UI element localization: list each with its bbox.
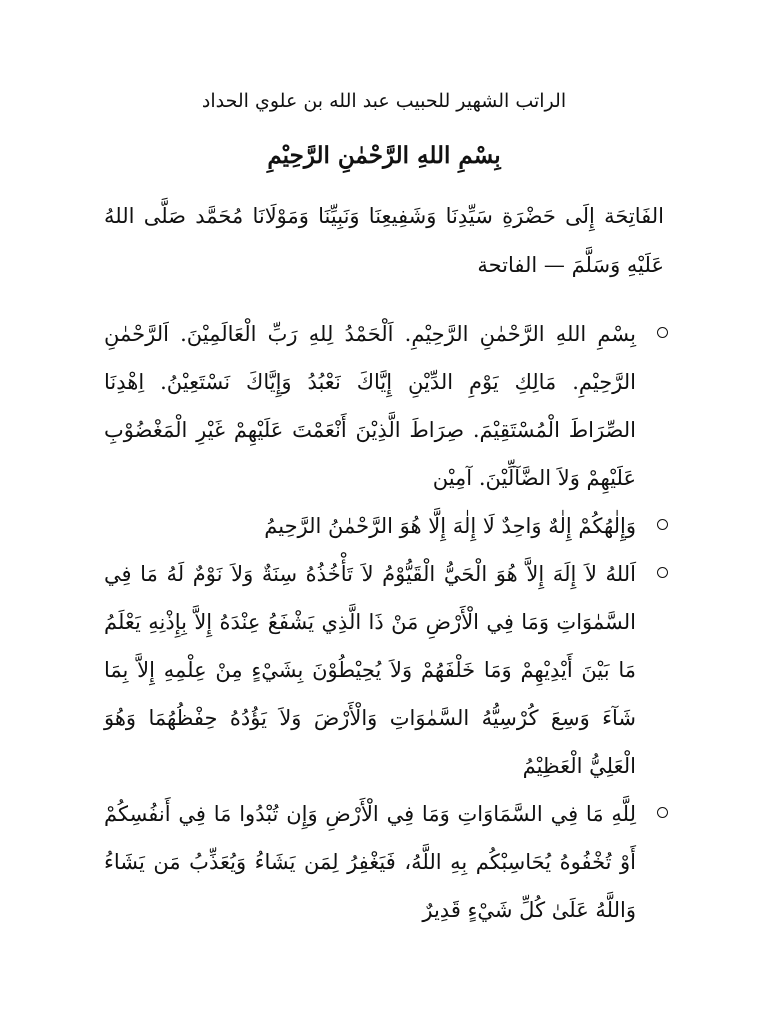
recitation-list	[104, 310, 664, 934]
intro-paragraph: الفَاتِحَة إِلَى حَضْرَةِ سَيِّدِنَا وَشَفِيعِنَا وَنَبِيِّنَا وَمَوْلَانَا مُحَمَّد صَلَّى اللهُ عَلَيْهِ وَسَلَّمَ — الفاتحة	[104, 204, 664, 277]
list-item-text: وَإِلٰهُكُمْ إِلٰهٌ وَاحِدٌ لَا إِلٰهَ إِلَّا هُوَ الرَّحْمٰنُ الرَّحِيمُ	[264, 514, 636, 538]
circle-bullet-icon	[657, 807, 668, 818]
basmala-heading: بِسْمِ اللهِ الرَّحْمٰنِ الرَّحِيْمِ	[267, 142, 501, 169]
circle-bullet-icon	[657, 519, 668, 530]
circle-bullet-icon	[657, 567, 668, 578]
list-item	[104, 310, 636, 502]
list-item	[104, 550, 636, 790]
list-item-text: لِلَّهِ مَا فِي السَّمَاوَاتِ وَمَا فِي الْأَرْضِ وَإِن تُبْدُوا مَا فِي أَنفُسِكُمْ أَوْ تُخْفُوهُ يُحَاسِبْكُم بِهِ اللَّهُ، فَيَغْفِرُ لِمَن يَشَاءُ وَيُعَذِّبُ مَن يَشَاءُ وَاللَّهُ عَلَىٰ كُلِّ شَيْءٍ قَدِيرٌ	[104, 802, 636, 922]
list-item-text: اَللهُ لاَ إِلَهَ إِلاَّ هُوَ الْحَيُّ الْقَيُّوْمُ لاَ تَأْخُذُهُ سِنَةٌ وَلاَ نَوْمٌ لَهُ مَا فِي السَّمٰوَاتِ وَمَا فِي الْأَرْضِ مَنْ ذَا الَّذِي يَشْفَعُ عِنْدَهُ إِلاَّ بِإِذْنِهِ يَعْلَمُ مَا بَيْنَ أَيْدِيْهِمْ وَمَا خَلْفَهُمْ وَلاَ يُحِيْطُوْنَ بِشَيْءٍ مِنْ عِلْمِهِ إِلاَّ بِمَا شَآءَ وَسِعَ كُرْسِيُّهُ السَّمٰوَاتِ وَالْأَرْضَ وَلاَ يَؤُدُهُ حِفْظُهُمَا وَهُوَ الْعَلِيُّ الْعَظِيْمُ	[104, 562, 636, 778]
circle-bullet-icon	[657, 327, 668, 338]
list-item-text: بِسْمِ اللهِ الرَّحْمٰنِ الرَّحِيْمِ. اَلْحَمْدُ لِلهِ رَبِّ الْعَالَمِيْنَ. اَلرَّحْمٰنِ الرَّحِيْمِ. مَالِكِ يَوْمِ الدِّيْنِ إِيَّاكَ نَعْبُدُ وَإِيَّاكَ نَسْتَعِيْنُ. اِهْدِنَا الصِّرَاطَ الْمُسْتَقِيْمَ. صِرَاطَ الَّذِيْنَ أَنْعَمْتَ عَلَيْهِمْ غَيْرِ الْمَغْضُوْبِ عَلَيْهِمْ وَلاَ الضَّآلِّيْنَ. آمِيْن	[104, 322, 636, 490]
list-item	[104, 790, 636, 934]
list-item	[104, 502, 636, 550]
document-title: الراتب الشهير للحبيب عبد الله بن علوي الحداد	[201, 90, 567, 112]
